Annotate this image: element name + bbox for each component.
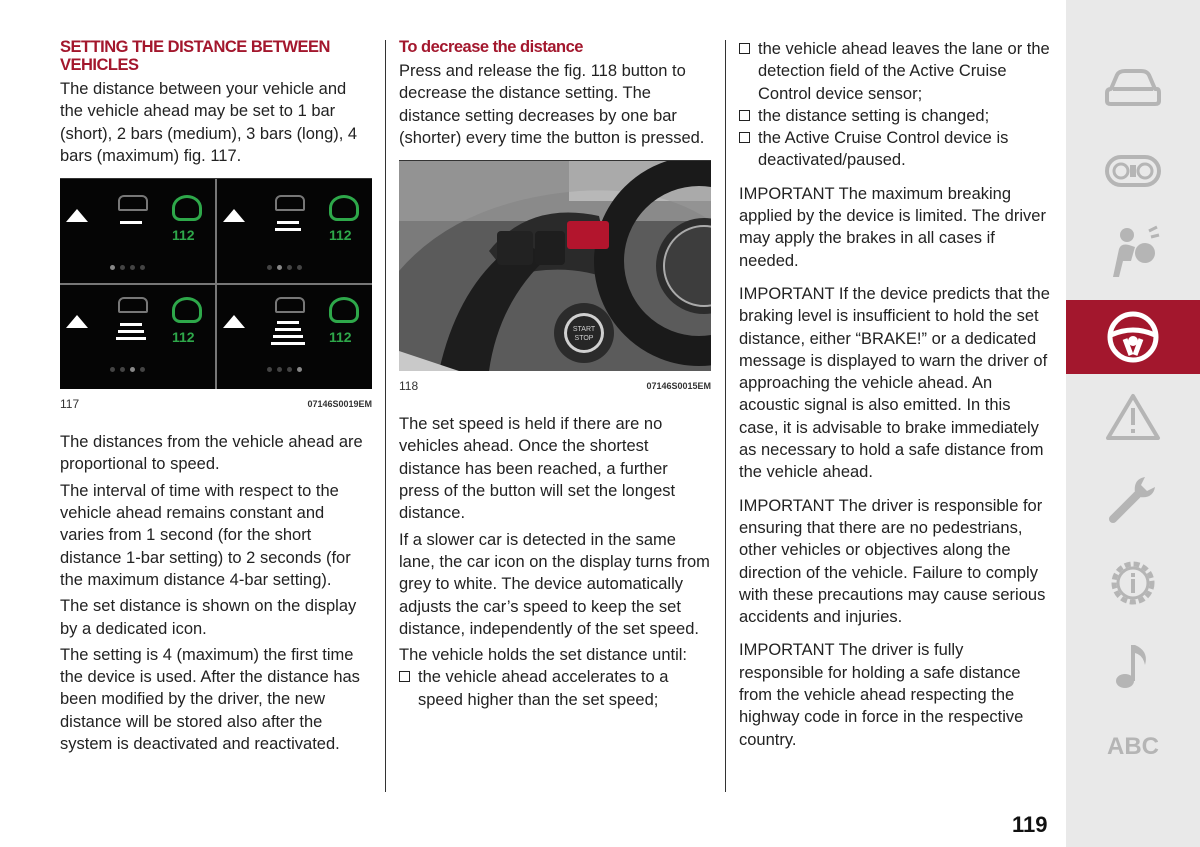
- abc-label: ABC: [1107, 733, 1159, 760]
- paragraph: The setting is 4 (maximum) the first time the device is used. After the distance has been modified by the driver, the new distance will be stored also after the system is deactivated and reactivated.: [60, 645, 360, 754]
- figure-117-distance-settings: [60, 179, 372, 389]
- figure-code: 07146S0019EM: [307, 399, 372, 410]
- important-note: IMPORTANT The maximum breaking applied by the device is limited. The driver may apply the brakes in all cases if needed.: [739, 184, 1046, 270]
- column-3: [739, 38, 1051, 762]
- important-note: IMPORTANT The driver is responsible for ensuring that there are no pedestrians, other vehicles or objectives along the direction of the vehicle. Failure to comply with these precautions may cause serious accidents and injuries.: [739, 496, 1046, 627]
- chapter-sidebar: [1066, 0, 1200, 847]
- paragraph: The distances from the vehicle ahead are proportional to speed.: [60, 433, 363, 474]
- speed-gauge-icon: [329, 195, 359, 221]
- section-heading: SETTING THE DISTANCE BETWEEN VEHICLES: [60, 38, 330, 74]
- paragraph: The vehicle holds the set distance until:: [399, 646, 688, 665]
- column-divider: [385, 40, 386, 792]
- paragraph: Press and release the fig. 118 button to decrease the distance setting. The distance setting decreases by one bar (shorter) every time the button is pressed.: [399, 62, 705, 147]
- set-speed-value: 112: [172, 329, 195, 346]
- bullet-text: the vehicle ahead leaves the lane or the detection field of the Active Cruise Control device sensor;: [758, 40, 1050, 103]
- bullet-item: [739, 105, 1051, 127]
- figure-118-steering-wheel: [399, 161, 711, 371]
- distance-panel-3-bars: [60, 285, 210, 389]
- steering-wheel-icon[interactable]: [1066, 300, 1200, 374]
- abc-index-link[interactable]: [1066, 712, 1200, 782]
- paragraph: The interval of time with respect to the vehicle ahead remains constant and varies from 1 second (for the short distance 1-bar setting) to 2 seconds (for the maximum distance 4-bar setting).: [60, 481, 351, 589]
- dashboard-icon[interactable]: [1066, 136, 1200, 206]
- music-note-icon[interactable]: [1066, 630, 1200, 700]
- bullet-item: [739, 38, 1051, 105]
- bullet-item: [399, 666, 711, 715]
- distance-panel-4-bars: [217, 285, 367, 389]
- section-heading: To decrease the distance: [399, 38, 583, 56]
- important-note: IMPORTANT If the device predicts that the braking level is insufficient to hold the set distance, either “BRAKE!” or a dedicated message is displayed to warn the driver of approaching the vehicle ahead. An acoustic signal is also emitted. In this case, it is advisable to brake immediately as necessary to hold a safe distance from the vehicle ahead.: [739, 284, 1050, 482]
- checkbox-bullet-icon: [739, 43, 750, 54]
- airbag-icon[interactable]: [1066, 218, 1200, 288]
- checkbox-bullet-icon: [739, 110, 750, 121]
- warning-icon[interactable]: [1066, 382, 1200, 452]
- wrench-icon[interactable]: [1066, 464, 1200, 534]
- figure-caption: [399, 379, 711, 393]
- page-number: 119: [1012, 812, 1048, 837]
- important-note: IMPORTANT The driver is fully responsible for holding a safe distance from the vehicle ahead respecting the highway code in force in the respective country.: [739, 641, 1024, 749]
- speed-gauge-icon: [172, 195, 202, 221]
- speed-gauge-icon: [172, 297, 202, 323]
- set-speed-value: 112: [172, 227, 195, 244]
- paragraph: The set distance is shown on the display by a dedicated icon.: [60, 597, 357, 638]
- figure-caption: [60, 397, 372, 411]
- info-gear-icon[interactable]: [1066, 548, 1200, 618]
- distance-panel-2-bars: [217, 179, 367, 283]
- set-speed-value: 112: [329, 227, 352, 244]
- paragraph: If a slower car is detected in the same lane, the car icon on the display turns from grey to white. The device automatically adjusts the car’s speed to keep the set distance, independently of the set speed.: [399, 530, 710, 638]
- paragraph: The set speed is held if there are no vehicles ahead. Once the shortest distance has been reached, a further press of the button will set the longest distance.: [399, 415, 676, 523]
- bullet-text: the vehicle ahead accelerates to a speed higher than the set speed;: [418, 668, 669, 709]
- start-label: START: [572, 326, 596, 334]
- car-icon[interactable]: [1066, 52, 1200, 122]
- stop-label: STOP: [574, 335, 594, 343]
- set-speed-value: 112: [329, 329, 352, 346]
- checkbox-bullet-icon: [399, 671, 410, 682]
- paragraph: The distance between your vehicle and the vehicle ahead may be set to 1 bar (short), 2 bars (medium), 3 bars (long), 4 bars (maximum) fig. 117.: [60, 80, 358, 165]
- column-divider: [725, 40, 726, 792]
- column-1: [60, 38, 372, 759]
- checkbox-bullet-icon: [739, 132, 750, 143]
- figure-number: 118: [399, 379, 419, 394]
- figure-number: 117: [60, 397, 80, 412]
- column-2: [399, 38, 711, 715]
- bullet-text: the Active Cruise Control device is deactivated/paused.: [758, 129, 1009, 170]
- steering-wheel-photo: [399, 161, 711, 371]
- speed-gauge-icon: [329, 297, 359, 323]
- figure-code: 07146S0015EM: [646, 381, 711, 392]
- bullet-text: the distance setting is changed;: [758, 106, 990, 125]
- distance-panel-1-bar: [60, 179, 210, 283]
- bullet-item: [739, 127, 1051, 183]
